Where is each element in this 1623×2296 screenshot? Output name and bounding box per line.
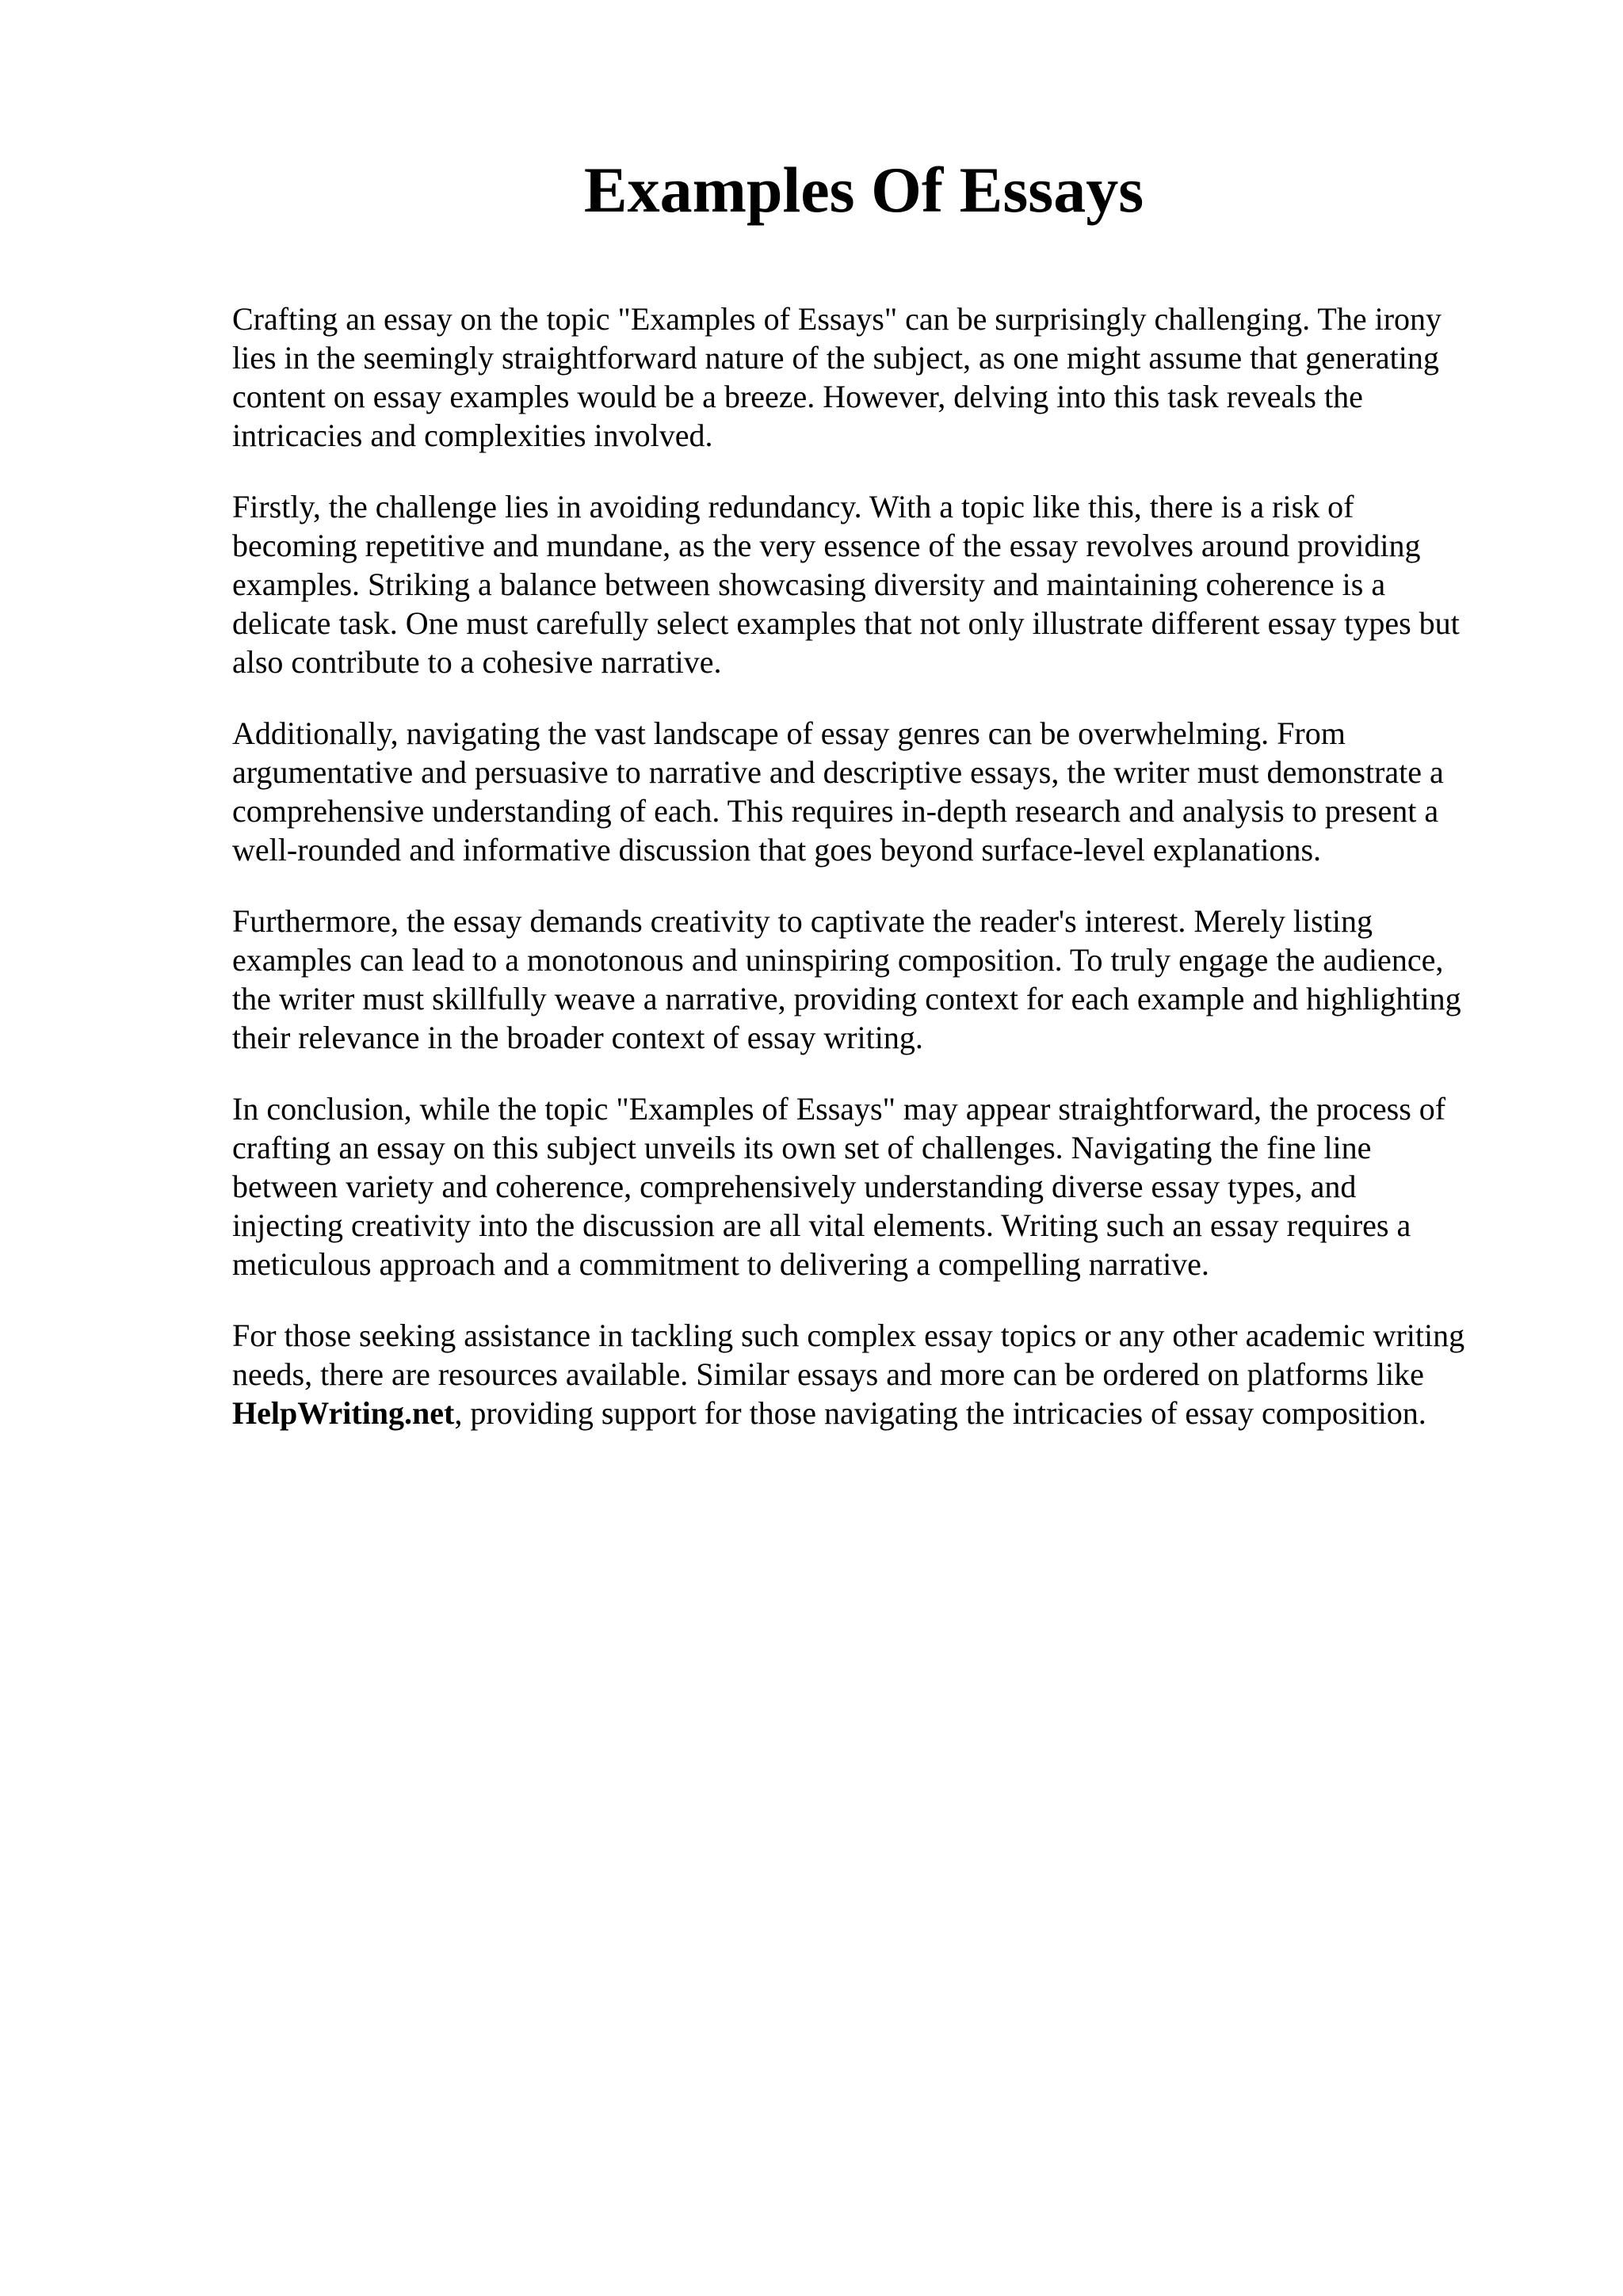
paragraph-line: Crafting an essay on the topic "Examples of Essays" can be surprisingly challenging. The irony bbox=[232, 301, 1442, 337]
paragraph-line: Furthermore, the essay demands creativity to captivate the reader's interest. Merely listing bbox=[232, 903, 1373, 939]
paragraph-line: meticulous approach and a commitment to delivering a compelling narrative. bbox=[232, 1246, 1209, 1282]
brand-name: HelpWriting.net bbox=[232, 1395, 455, 1431]
paragraph-resources bbox=[232, 1316, 1516, 1432]
paragraph-line: argumentative and persuasive to narrative and descriptive essays, the writer must demonstrate a bbox=[232, 754, 1444, 790]
paragraph-line: lies in the seemingly straightforward nature of the subject, as one might assume that generating bbox=[232, 340, 1439, 376]
paragraph-genres bbox=[232, 714, 1516, 869]
paragraph-line: examples. Striking a balance between showcasing diversity and maintaining coherence is a bbox=[232, 566, 1386, 602]
paragraph-line: comprehensive understanding of each. This requires in-depth research and analysis to present a bbox=[232, 793, 1439, 829]
paragraph-redundancy bbox=[232, 487, 1516, 681]
paragraph-line: the writer must skillfully weave a narrative, providing context for each example and highlighting bbox=[232, 981, 1461, 1016]
paragraph-line: For those seeking assistance in tackling such complex essay topics or any other academic writing bbox=[232, 1318, 1465, 1353]
paragraph-line: injecting creativity into the discussion are all vital elements. Writing such an essay requires a bbox=[232, 1207, 1411, 1243]
paragraph-intro bbox=[232, 299, 1516, 455]
paragraph-line: their relevance in the broader context of essay writing. bbox=[232, 1020, 923, 1055]
paragraph-line: between variety and coherence, comprehensively understanding diverse essay types, and bbox=[232, 1169, 1357, 1204]
paragraph-line: content on essay examples would be a breeze. However, delving into this task reveals the bbox=[232, 379, 1363, 414]
brand-trailing-text: , providing support for those navigating the intricacies of essay composition. bbox=[454, 1395, 1426, 1431]
paragraph-line-with-brand bbox=[232, 1394, 1516, 1432]
paragraph-creativity bbox=[232, 902, 1516, 1057]
page-title: Examples Of Essays bbox=[583, 154, 1144, 226]
paragraph-line: examples can lead to a monotonous and uninspiring composition. To truly engage the audience, bbox=[232, 942, 1444, 978]
paragraph-line: well-rounded and informative discussion that goes beyond surface-level explanations. bbox=[232, 832, 1322, 868]
paragraph-line: Additionally, navigating the vast landscape of essay genres can be overwhelming. From bbox=[232, 715, 1346, 751]
paragraph-line: In conclusion, while the topic "Examples of Essays" may appear straightforward, the process of bbox=[232, 1091, 1446, 1127]
paragraph-line: intricacies and complexities involved. bbox=[232, 418, 713, 453]
paragraph-conclusion bbox=[232, 1089, 1516, 1283]
paragraph-line: needs, there are resources available. Similar essays and more can be ordered on platforms like bbox=[232, 1356, 1424, 1392]
paragraph-line: also contribute to a cohesive narrative. bbox=[232, 644, 722, 680]
paragraph-line: Firstly, the challenge lies in avoiding redundancy. With a topic like this, there is a risk of bbox=[232, 489, 1354, 524]
document-body bbox=[232, 299, 1516, 1465]
paragraph-line: becoming repetitive and mundane, as the very essence of the essay revolves around providing bbox=[232, 528, 1421, 563]
paragraph-line: crafting an essay on this subject unveils its own set of challenges. Navigating the fine line bbox=[232, 1130, 1372, 1165]
paragraph-line: delicate task. One must carefully select examples that not only illustrate different essay types but bbox=[232, 605, 1460, 641]
